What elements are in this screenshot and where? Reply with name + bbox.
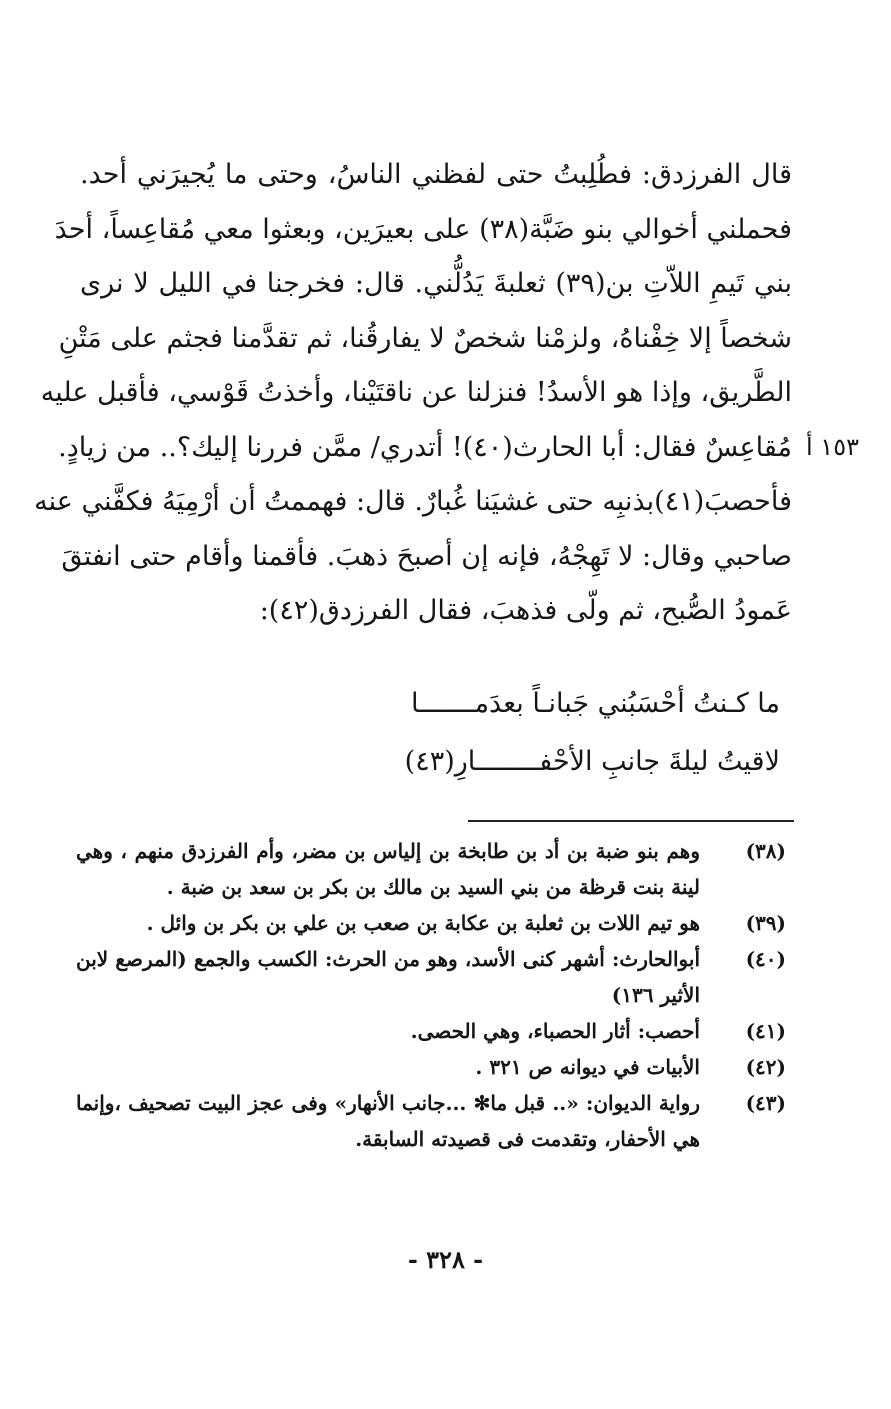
footnote-line: الأثير ١٣٦) [611,983,700,1007]
footnote-line: هو تيم اللات بن ثعلبة بن عكابة بن صعب بن علي بن بكر بن وائل . [146,911,700,935]
footnote-number: (٤٠) [745,947,786,971]
prose-line: فحملني أخوالي بنو ضَبَّة(٣٨) على بعيرَين، وبعثوا معي مُقاعِساً، أحدَ [54,213,792,245]
footnote-line: هي الأحفار، وتقدمت فى قصيدته السابقة. [355,1127,700,1151]
verse-second-hemistich: لاقيتُ ليلةَ جانبِ الأحْفــــــــارِ(٤٣) [404,746,780,777]
footnote-text [76,1085,700,1157]
footnote-number: (٤٣) [745,1091,786,1115]
manuscript-folio-marker: ١٥٣ أ [806,433,859,461]
footnote-line: أبوالحارث: أشهر كنى الأسد، وهو من الحرث: الكسب والجمع (المرصع لابن [76,947,700,971]
footnote [76,1085,786,1157]
footnote-text [76,1013,700,1049]
footnote-text [76,1049,700,1085]
footnote-line: الأبيات في ديوانه ص ٣٢١ . [475,1055,700,1079]
footnote-text [76,833,700,905]
footnote [76,1013,786,1049]
page-number: - ٣٢٨ - [407,1245,484,1274]
footnotes [76,833,786,1157]
footnote-text [76,941,700,1013]
prose-line: عَمودُ الصُّبح، ثم ولّى فذهبَ، فقال الفرزدق(٤٢): [259,595,792,626]
prose-line: مُقاعِسٌ فقال: أبا الحارث(٤٠)! أتدري/ ممَّن فررنا إليك؟.. من زيادٍ. [58,431,792,463]
poem-verse [80,675,780,791]
prose-line: قال الفرزدق: فطُلِبتُ حتى لفظني الناسُ، وحتى ما يُجيرَني أحد. [80,159,792,190]
prose-line: صاحبي وقال: لا تَهِجْهُ، فإنه إن أصبحَ ذهبَ. فأقمنا وأقام حتى انفتقَ [61,540,792,572]
prose-line: شخصاً إلا خِفْناهُ، ولزمْنا شخصٌ لا يفارقُنا، ثم تقدَّمنا فجثم على مَتْنِ [58,322,792,354]
footnote-text [76,905,700,941]
prose-paragraph [34,148,792,639]
footnote [76,1049,786,1085]
footnote-number: (٤١) [745,1019,786,1043]
footnote-line: لينة بنت قرظة من بني السيد بن مالك بن بكر بن سعد بن ضبة . [166,875,700,899]
footnote [76,833,786,905]
footnote-separator [468,820,794,822]
footnote-line: وهم بنو ضبة بن أد بن طابخة بن إلياس بن مضر، وأم الفرزدق منهم ، وهي [76,839,700,863]
footnote-number: (٣٨) [745,839,786,863]
footnote-number: (٤٢) [745,1055,786,1079]
prose-line: الطَّريق، وإذا هو الأسدُ! فنزلنا عن ناقتَيْنا، وأخذتُ قَوْسي، فأقبل عليه [40,377,792,408]
verse-first-hemistich: ما كـنتُ أحْسَبُني جَبانـاً بعدَمـــــــا [410,688,780,719]
footnote-number: (٣٩) [745,911,786,935]
footnote-line: أحصب: أثار الحصباء، وهي الحصى. [410,1019,700,1043]
footnote-line: رواية الديوان: «.. قبل ما✻ ...جانب الأنهار» وفى عجز البيت تصحيف ،وإنما [76,1091,700,1115]
prose-line: فأحصبَ(٤١)بذنبِه حتى غشيَنا غُبارٌ. قال: فهممتُ أن أرْمِيَهُ فكفَّني عنه [34,486,792,517]
prose-line: بني تَيمِ اللاّتِ بن(٣٩) ثعلبةَ يَدُلُّني. قال: فخرجنا في الليل لا نرى [80,268,792,299]
footnote [76,905,786,941]
footnote [76,941,786,1013]
